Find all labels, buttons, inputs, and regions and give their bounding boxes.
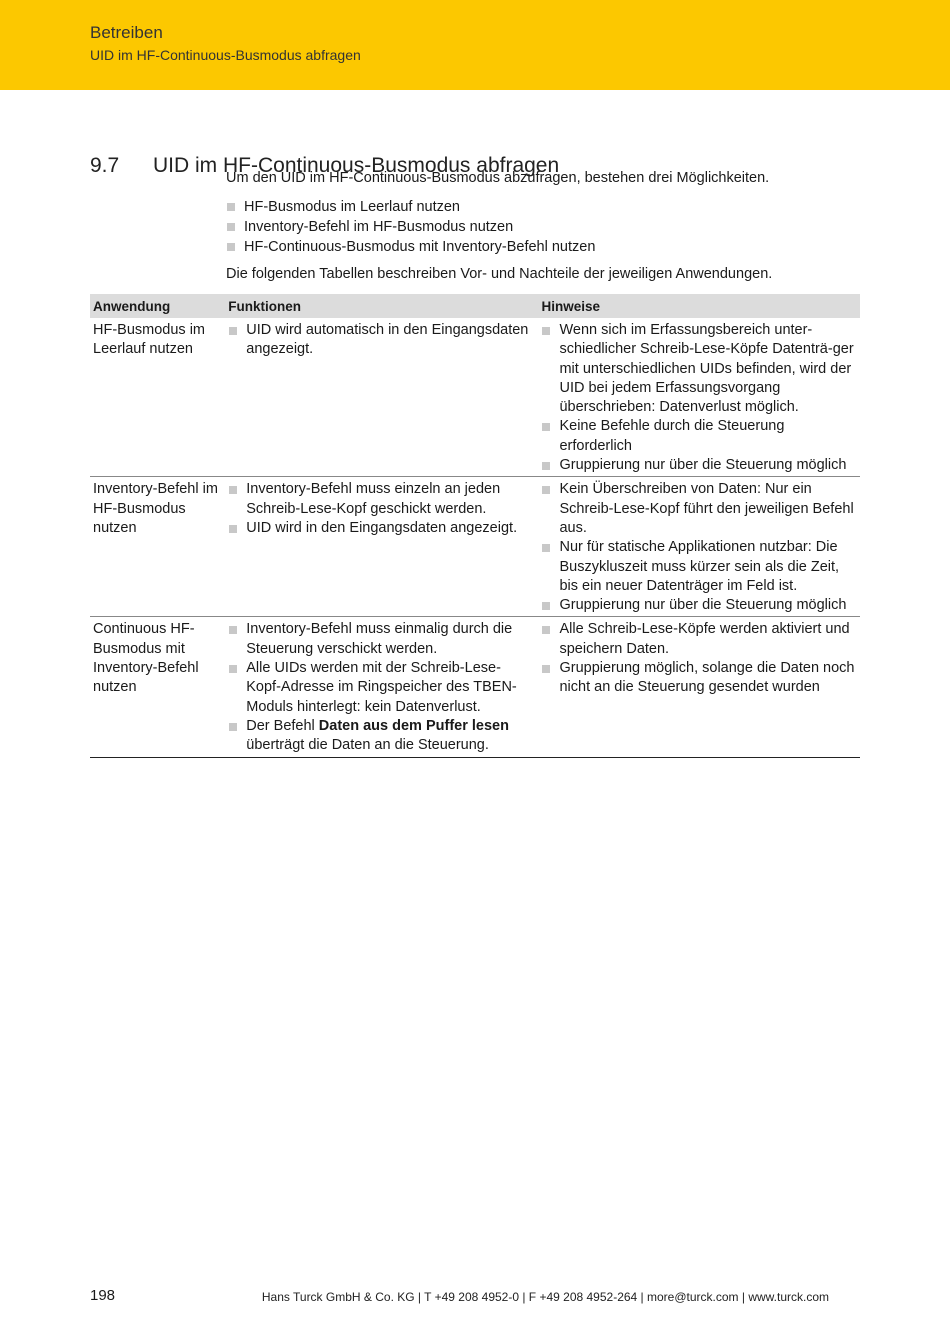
intro-closing: Die folgenden Tabellen beschreiben Vor- und Nachteile der jeweiligen Anwendungen. — [226, 265, 773, 282]
comparison-table — [90, 294, 860, 758]
list-item: HF-Continuous-Busmodus mit Inventory-Befehl nutzen — [226, 237, 866, 257]
bullet-square-icon — [542, 462, 550, 470]
list-item: Der Befehl Daten aus dem Puffer lesen überträgt die Daten an die Steuerung. — [228, 717, 535, 756]
list-item: Keine Befehle durch die Steuerung erforderlich — [541, 417, 857, 456]
page-header — [0, 0, 950, 90]
bullet-square-icon — [542, 423, 550, 431]
list-item: Gruppierung nur über die Steuerung möglich — [541, 596, 857, 615]
list-item: Inventory-Befehl muss einzeln an jeden Schreib-Lese-Kopf geschickt werden. — [228, 480, 535, 519]
notes-cell — [538, 617, 860, 757]
list-item: Inventory-Befehl im HF-Busmodus nutzen — [226, 217, 866, 237]
bullet-square-icon — [542, 602, 550, 610]
functions-cell — [225, 318, 538, 477]
bullet-square-icon — [542, 665, 550, 673]
bullet-square-icon — [542, 486, 550, 494]
list-item: Inventory-Befehl muss einmalig durch die Steuerung verschickt werden. — [228, 620, 535, 659]
list-item: Alle Schreib-Lese-Köpfe werden aktiviert und speichern Daten. — [541, 620, 857, 659]
table-header-row — [90, 294, 860, 318]
bullet-square-icon — [542, 544, 550, 552]
bullet-square-icon — [229, 327, 237, 335]
list-item: Gruppierung nur über die Steuerung möglich — [541, 456, 857, 475]
column-header: Hinweise — [538, 294, 860, 318]
list-item: UID wird in den Eingangsdaten angezeigt. — [228, 519, 535, 538]
application-cell: HF-Busmodus im Leerlauf nutzen — [90, 318, 225, 477]
application-cell: Continuous HF-Busmodus mit Inventory-Befehl nutzen — [90, 617, 225, 757]
notes-cell — [538, 318, 860, 477]
header-subtitle: UID im HF-Continuous-Busmodus abfragen — [90, 47, 361, 63]
list-item: UID wird automatisch in den Eingangsdaten angezeigt. — [228, 321, 535, 360]
bullet-square-icon — [229, 486, 237, 494]
intro-text: Um den UID im HF-Continuous-Busmodus abzufragen, bestehen drei Möglichkeiten. — [226, 170, 770, 186]
list-item: Wenn sich im Erfassungsbereich unter-schiedlicher Schreib-Lese-Köpfe Datenträ-ger mit unterschiedlichen UIDs befinden, wird der UID bei jedem Erfassungsvorgang überschrieben: Datenverlust möglich. — [541, 321, 857, 417]
page-number: 198 — [90, 1287, 116, 1304]
bullet-square-icon — [227, 223, 235, 231]
list-item: Alle UIDs werden mit der Schreib-Lese-Kopf-Adresse im Ringspeicher des TBEN-Moduls hinterlegt: kein Datenverlust. — [228, 659, 535, 717]
list-item: Kein Überschreiben von Daten: Nur ein Schreib-Lese-Kopf führt den jeweiligen Befehl aus. — [541, 480, 857, 538]
footer-company-info: Hans Turck GmbH & Co. KG | T +49 208 4952-0 | F +49 208 4952-264 | more@turck.com | www.turck.com — [261, 1290, 829, 1304]
bullet-square-icon — [542, 626, 550, 634]
bullet-square-icon — [229, 525, 237, 533]
bullet-square-icon — [542, 327, 550, 335]
list-item: HF-Busmodus im Leerlauf nutzen — [226, 197, 866, 217]
bullet-square-icon — [229, 626, 237, 634]
list-item: Nur für statische Applikationen nutzbar: Die Buszykluszeit muss kürzer sein als die Zeit, bis ein neuer Datenträger im Feld ist. — [541, 538, 857, 596]
bullet-square-icon — [227, 203, 235, 211]
options-list — [226, 197, 866, 257]
intro-block — [226, 169, 866, 284]
table-row — [90, 318, 860, 477]
section-number: 9.7 — [90, 154, 120, 178]
header-title: Betreiben — [90, 23, 163, 42]
bullet-square-icon — [227, 243, 235, 251]
bullet-square-icon — [229, 723, 237, 731]
column-header: Funktionen — [225, 294, 538, 318]
column-header: Anwendung — [90, 294, 225, 318]
table-row — [90, 617, 860, 757]
bullet-square-icon — [229, 665, 237, 673]
functions-cell — [225, 617, 538, 757]
section-title: UID im HF-Continuous-Busmodus abfragen — [153, 154, 560, 178]
application-cell: Inventory-Befehl im HF-Busmodus nutzen — [90, 477, 225, 617]
list-item: Gruppierung möglich, solange die Daten noch nicht an die Steuerung gesendet wurden — [541, 659, 857, 698]
functions-cell — [225, 477, 538, 617]
command-name: Daten aus dem Puffer lesen — [318, 717, 509, 734]
notes-cell — [538, 477, 860, 617]
table-row — [90, 477, 860, 617]
